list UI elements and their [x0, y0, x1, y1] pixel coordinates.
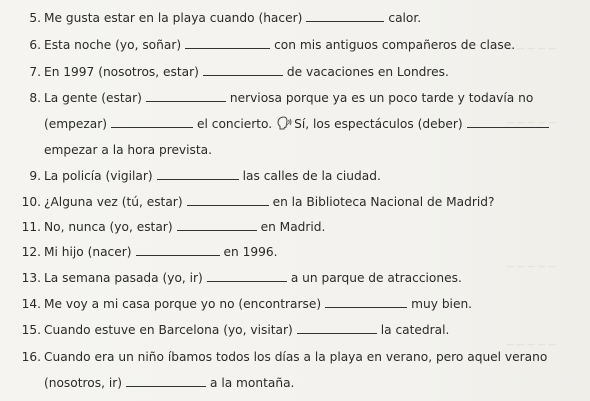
exercise-rest: empezar a la hora prevista.	[44, 143, 213, 157]
exercise-rest: con mis antiguos compañeros de clase.	[274, 38, 516, 52]
exercise-rest: en Madrid.	[260, 220, 326, 234]
exercise-14	[14, 296, 582, 312]
bleed-through-text: — — — — —	[506, 44, 557, 53]
answer-blank[interactable]	[467, 116, 549, 128]
exercise-rest: nerviosa porque ya es un poco tarde y todavía no	[229, 91, 534, 105]
exercise-number: 7.	[29, 65, 41, 79]
exercise-13	[14, 270, 582, 286]
exercise-prompt: Mi hijo (nacer)	[44, 245, 132, 259]
exercise-15	[14, 322, 582, 338]
exercise-prompt: (nosotros, ir)	[44, 376, 122, 390]
exercise-prompt: Cuando estuve en Barcelona (yo, visitar)	[44, 323, 293, 337]
answer-blank[interactable]	[185, 37, 270, 49]
exercise-number: 12.	[21, 245, 41, 259]
exercise-prompt: La semana pasada (yo, ir)	[44, 271, 203, 285]
exercise-rest: muy bien.	[411, 297, 473, 311]
exercise-rest: a la montaña.	[209, 376, 295, 390]
exercise-number: 9.	[29, 169, 41, 183]
exercise-prompt: (empezar)	[44, 117, 107, 131]
exercise-10	[14, 194, 582, 210]
exercise-number: 13.	[21, 271, 41, 285]
exercise-rest: en 1996.	[223, 245, 278, 259]
exercise-prompt: En 1997 (nosotros, estar)	[44, 65, 199, 79]
exercise-prompt: Esta noche (yo, soñar)	[44, 38, 182, 52]
bleed-through-text: — — — — —	[506, 118, 557, 127]
exercise-prompt: La policía (vigilar)	[44, 169, 153, 183]
answer-blank[interactable]	[306, 10, 384, 22]
answer-blank[interactable]	[297, 322, 377, 334]
answer-blank[interactable]	[136, 244, 220, 256]
exercise-prompt: ¿Alguna vez (tú, estar)	[44, 195, 183, 209]
exercise-rest: la catedral.	[380, 323, 450, 337]
exercise-16-line-2	[14, 375, 590, 391]
exercise-16	[14, 349, 582, 365]
exercise-number: 5.	[29, 11, 41, 25]
exercise-11	[14, 219, 582, 235]
speaker-head-icon	[276, 116, 292, 130]
answer-blank[interactable]	[207, 270, 287, 282]
exercise-rest: el concierto.	[197, 117, 273, 131]
exercise-8	[14, 90, 582, 106]
bleed-through-text: — — — — —	[506, 262, 557, 271]
exercise-prompt: Cuando era un niño íbamos todos los días a la playa en verano, pero aquel verano	[44, 350, 548, 364]
exercise-number: 6.	[29, 38, 41, 52]
answer-blank[interactable]	[126, 375, 206, 387]
exercise-9	[14, 168, 582, 184]
answer-blank[interactable]	[146, 90, 226, 102]
answer-blank[interactable]	[157, 168, 239, 180]
exercise-number: 10.	[21, 195, 41, 209]
exercise-prompt: Me voy a mi casa porque yo no (encontrarse)	[44, 297, 322, 311]
exercise-prompt: La gente (estar)	[44, 91, 142, 105]
exercise-rest: calor.	[388, 11, 422, 25]
exercise-5	[14, 10, 582, 26]
exercise-prompt: Sí, los espectáculos (deber)	[294, 117, 463, 131]
exercise-number: 14.	[21, 297, 41, 311]
exercise-8-line-2	[14, 116, 590, 132]
answer-blank[interactable]	[325, 296, 407, 308]
bleed-through-text: — — — — —	[506, 340, 557, 349]
exercise-7	[14, 64, 582, 80]
exercise-prompt: No, nunca (yo, estar)	[44, 220, 173, 234]
exercise-6	[14, 37, 582, 53]
answer-blank[interactable]	[187, 194, 269, 206]
exercise-prompt: Me gusta estar en la playa cuando (hacer)	[44, 11, 303, 25]
exercise-rest: a un parque de atracciones.	[290, 271, 462, 285]
exercise-rest: en la Biblioteca Nacional de Madrid?	[272, 195, 495, 209]
exercise-number: 8.	[29, 91, 41, 105]
answer-blank[interactable]	[203, 64, 283, 76]
answer-blank[interactable]	[111, 116, 193, 128]
exercise-number: 11.	[21, 220, 41, 234]
exercise-number: 16.	[21, 350, 41, 364]
exercise-number: 15.	[21, 323, 41, 337]
exercise-rest: de vacaciones en Londres.	[286, 65, 449, 79]
exercise-12	[14, 244, 582, 260]
exercise-rest: las calles de la ciudad.	[242, 169, 381, 183]
answer-blank[interactable]	[177, 219, 257, 231]
exercise-8-line-3	[14, 142, 590, 158]
